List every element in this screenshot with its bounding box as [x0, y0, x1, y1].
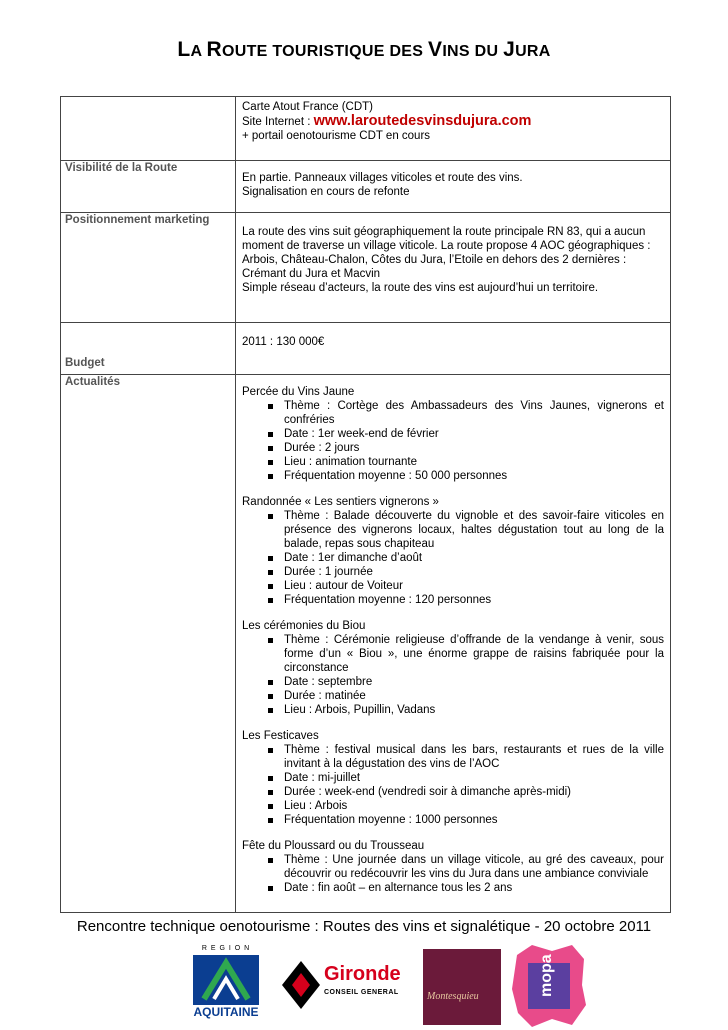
row-label-actualites: Actualités	[61, 375, 236, 913]
event-detail-item: Fréquentation moyenne : 50 000 personnes	[264, 469, 664, 483]
event-details	[264, 509, 664, 607]
event-detail-item: Date : 1er week-end de février	[264, 427, 664, 441]
footer-text: Rencontre technique oenotourisme : Routes des vins et signalétique - 20 octobre 2011	[76, 918, 652, 935]
aquitaine-logo: R E G I O N AQUITAINE	[193, 945, 259, 1019]
event-detail-item: Thème : Balade découverte du vignoble et des savoir-faire viticoles en présence des vignerons locaux, haltes dégustation tout au long de la balade, repas sous chapiteau	[264, 509, 664, 551]
row-label-positionnement: Positionnement marketing	[61, 213, 236, 323]
event-name: Les Festicaves	[242, 730, 319, 742]
event-block	[242, 619, 664, 717]
event-detail-item: Durée : matinée	[264, 689, 664, 703]
table-row: Visibilité de la Route En partie. Panneaux villages viticoles et route des vins. Signalisation en cours de refonte	[61, 161, 671, 213]
event-detail-item: Lieu : Arbois	[264, 799, 664, 813]
mopa-logo: mopa	[512, 945, 587, 1027]
event-detail-item: Thème : festival musical dans les bars, restaurants et rues de la ville invitant à la dégustation des vins de l’AOC	[264, 743, 664, 771]
event-detail-item: Durée : 2 jours	[264, 441, 664, 455]
event-detail-item: Lieu : autour de Voiteur	[264, 579, 664, 593]
event-details	[264, 399, 664, 483]
event-details	[264, 853, 664, 895]
website-line: Site Internet : www.laroutedesvinsdujura.com	[242, 113, 532, 129]
events-cell	[236, 375, 671, 913]
event-block	[242, 385, 664, 483]
table-row	[61, 97, 671, 161]
event-detail-item: Date : septembre	[264, 675, 664, 689]
cdt-line: Carte Atout France (CDT)	[242, 101, 374, 113]
event-detail-item: Durée : week-end (vendredi soir à dimanche après-midi)	[264, 785, 664, 799]
event-block	[242, 729, 664, 827]
document-title: LA ROUTE TOURISTIQUE DES VINS DU JURA	[177, 38, 551, 61]
gironde-logo: Gironde CONSEIL GENERAL	[280, 959, 405, 1013]
event-detail-item: Durée : 1 journée	[264, 565, 664, 579]
website-link[interactable]: www.laroutedesvinsdujura.com	[313, 113, 532, 129]
event-detail-item: Thème : Cérémonie religieuse d’offrande de la vendange à venir, sous forme d’un « Biou », une énorme grappe de raisins fabriquée pour la circonstance	[264, 633, 664, 675]
event-name: Randonnée « Les sentiers vignerons »	[242, 496, 439, 508]
table-row: Positionnement marketing La route des vins suit géographiquement la route principale RN 83, qui a aucun moment de traverse un village viticole. La route propose 4 AOC géographiques : Arbois, Château-Chalon, Côtes du Jura, l’Etoile en dehors des 2 dernières : Crémant du Jura et Macvin Simple réseau d’acteurs, la route des vins est aujourd’hui un territoire.	[61, 213, 671, 323]
info-table	[60, 96, 671, 913]
event-detail-item: Date : mi-juillet	[264, 771, 664, 785]
event-detail-item: Thème : Cortège des Ambassadeurs des Vins Jaunes, vignerons et confréries	[264, 399, 664, 427]
event-name: Les cérémonies du Biou	[242, 620, 366, 632]
event-details	[264, 633, 664, 717]
event-detail-item: Fréquentation moyenne : 1000 personnes	[264, 813, 664, 827]
event-detail-item: Fréquentation moyenne : 120 personnes	[264, 593, 664, 607]
event-block	[242, 495, 664, 607]
event-details	[264, 743, 664, 827]
event-detail-item: Lieu : Arbois, Pupillin, Vadans	[264, 703, 664, 717]
event-block	[242, 839, 664, 895]
row-label	[61, 97, 236, 161]
event-detail-item: Lieu : animation tournante	[264, 455, 664, 469]
row-label-budget: Budget	[61, 323, 236, 375]
event-detail-item: Date : fin août – en alternance tous les 2 ans	[264, 881, 664, 895]
table-row	[61, 375, 671, 913]
row-label-visibilite: Visibilité de la Route	[61, 161, 236, 213]
montesquieu-logo: Montesquieu	[423, 949, 501, 1025]
event-name: Fête du Ploussard ou du Trousseau	[242, 840, 425, 852]
logos-bar	[0, 945, 728, 1030]
event-detail-item: Date : 1er dimanche d’août	[264, 551, 664, 565]
event-detail-item: Thème : Une journée dans un village viticole, au gré des caveaux, pour découvrir ou redécouvrir les vins du Jura dans une ambiance conviviale	[264, 853, 664, 881]
event-name: Percée du Vins Jaune	[242, 386, 355, 398]
table-row: Budget 2011 : 130 000€	[61, 323, 671, 375]
portal-line: + portail oenotourisme CDT en cours	[242, 130, 431, 142]
